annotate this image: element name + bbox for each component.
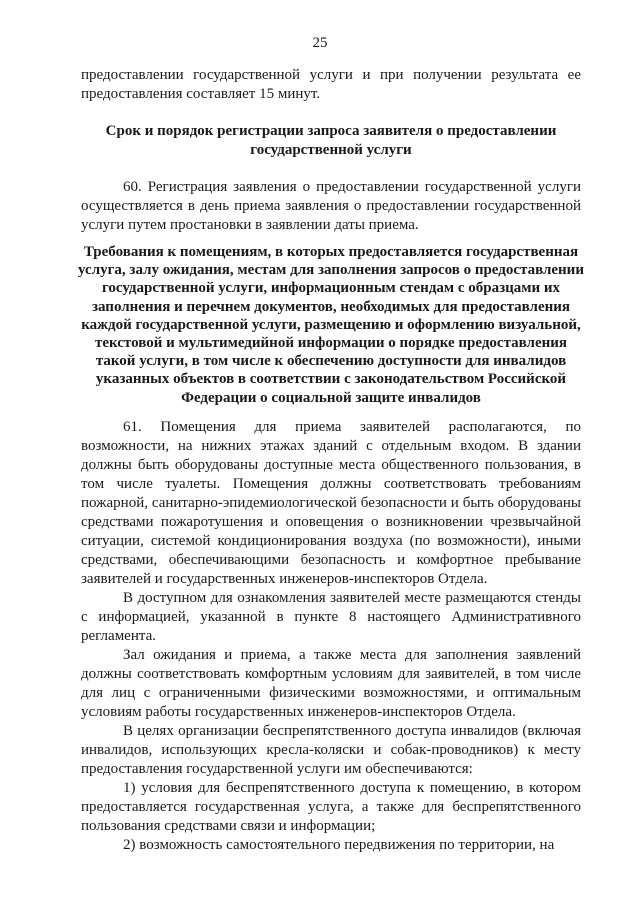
page-number: 25 xyxy=(312,35,328,51)
paragraph-stands: В доступном для ознакомления заявителей месте размещаются стенды с информацией, указанной в пункте 8 настоящего Административного регламента. xyxy=(81,590,581,644)
paragraph-61-block xyxy=(81,418,581,855)
section-heading-premises: Требования к помещениям, в которых предоставляется государственная услуга, залу ожидания, местам для заполнения запросов о предоставлении государственной услуги, информационным стендам с образцами их заполнения и перечнем документов, необходимых для предоставления каждой государственной услуги, размещению и оформлению визуальной, текстовой и мультимедийной информации о порядке предоставления такой услуги, в том числе к обеспечению доступности для инвалидов указанных объектов в соответствии с законодательством Российской Федерации о социальной защите инвалидов xyxy=(78,244,584,406)
paragraph-60 xyxy=(81,178,581,235)
intro-text: предоставлении государственной услуги и при получении результата ее предоставления составляет 15 минут. xyxy=(81,67,581,102)
paragraph-access: В целях организации беспрепятственного доступа инвалидов (включая инвалидов, использующих кресла-коляски и собак-проводников) к месту предоставления государственной услуги им обеспечиваются: xyxy=(81,723,581,777)
intro-paragraph xyxy=(81,66,581,104)
paragraph-61-text: 61. Помещения для приема заявителей располагаются, по возможности, на нижних этажах зданий с отдельным входом. В здании должны быть оборудованы доступные места общественного пользования, в том числе туалеты. Помещения должны соответствовать требованиям пожарной, санитарно-эпидемиологической безопасности и быть оборудованы средствами пожаротушения и оповещения о возникновении чрезвычайной ситуации, системой кондиционирования воздуха (по возможности), иными средствами, обеспечивающими безопасность и комфортное пребывание заявителей и государственных инженеров-инспекторов Отдела. xyxy=(81,419,581,587)
paragraph-hall: Зал ожидания и приема, а также места для заполнения заявлений должны соответствовать комфортным условиям для заявителей, в том числе для лиц с ограниченными физическими возможностями, и оптимальным условиям работы государственных инженеров-инспекторов Отдела. xyxy=(81,647,581,720)
section-heading-registration: Срок и порядок регистрации запроса заявителя о предоставлении государственной услуги xyxy=(105,123,557,158)
list-item-2: 2) возможность самостоятельного передвижения по территории, на xyxy=(123,837,555,853)
paragraph-60-text: 60. Регистрация заявления о предоставлении государственной услуги осуществляется в день приема заявления о предоставлении государственной услуги путем простановки в заявлении даты приема. xyxy=(81,179,581,233)
list-item-1: 1) условия для беспрепятственного доступа к помещению, в котором предоставляется государственная услуга, а также для беспрепятственного пользования средствами связи и информации; xyxy=(81,780,581,834)
